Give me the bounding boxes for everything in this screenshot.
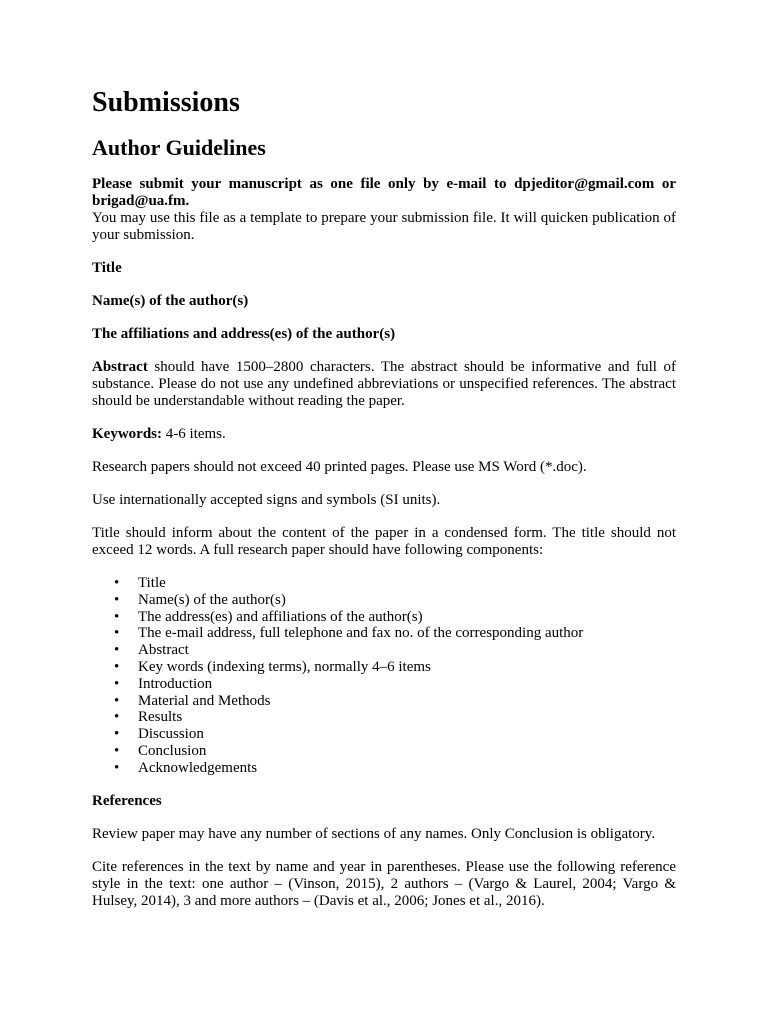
- review-paper-paragraph: Review paper may have any number of sections of any names. Only Conclusion is obligatory.: [92, 825, 656, 842]
- page-title: Submissions: [92, 87, 240, 118]
- list-item: • Name(s) of the author(s): [114, 591, 286, 608]
- heading-title: Title: [92, 260, 122, 276]
- list-item: • Abstract: [114, 642, 189, 659]
- title-info-paragraph: Title should inform about the content of the paper in a condensed form. The title should not exceed 12 words. A full research paper should have following components:: [92, 525, 676, 558]
- list-item: • Title: [114, 575, 166, 591]
- list-item: • Material and Methods: [114, 692, 271, 709]
- section-title-author-guidelines: Author Guidelines: [92, 135, 266, 160]
- list-item: • Acknowledgements: [114, 759, 258, 776]
- bullet-icon: •: [114, 608, 120, 625]
- list-item: • The address(es) and affiliations of the author(s): [114, 608, 423, 625]
- citation-style-paragraph: Cite references in the text by name and year in parentheses. Please use the following reference style in the text: one author – (Vinson, 2015), 2 authors – (Vargo & Laurel, 2004; Vargo & Hulsey, 2014), 3 and more authors – (Davis et al., 2006; Jones et al., 2016).: [92, 858, 676, 909]
- components-list: [92, 575, 676, 777]
- keywords-text: 4-6 items.: [162, 426, 226, 442]
- keywords-label: Keywords:: [92, 426, 162, 442]
- heading-references: References: [92, 792, 162, 809]
- bullet-icon: •: [114, 625, 120, 642]
- keywords-paragraph: [92, 426, 676, 443]
- abstract-text: should have 1500–2800 characters. The abstract should be informative and full of substance. Please do not use any undefined abbreviations or unspecified references. The abstract should be understandable without reading the paper.: [92, 359, 676, 409]
- page-limit-paragraph: Research papers should not exceed 40 printed pages. Please use MS Word (*.doc).: [92, 459, 587, 475]
- template-note: You may use this file as a template to prepare your submission file. It will quicken publication of your submission.: [92, 210, 676, 243]
- bullet-icon: •: [114, 675, 120, 692]
- bullet-icon: •: [114, 759, 120, 776]
- abstract-label: Abstract: [92, 359, 148, 375]
- bullet-icon: •: [114, 709, 120, 726]
- list-item: • Conclusion: [114, 742, 207, 759]
- list-item: • Key words (indexing terms), normally 4–6 items: [114, 658, 431, 675]
- bullet-icon: •: [114, 692, 120, 709]
- bullet-icon: •: [114, 726, 120, 743]
- abstract-paragraph: [92, 359, 676, 410]
- heading-author-names: Name(s) of the author(s): [92, 293, 249, 309]
- bullet-icon: •: [114, 658, 120, 675]
- list-item: • Discussion: [114, 726, 204, 743]
- list-item: • The e-mail address, full telephone and fax no. of the corresponding author: [114, 625, 584, 642]
- list-item: • Results: [114, 709, 183, 726]
- bullet-icon: •: [114, 742, 120, 759]
- bullet-icon: •: [114, 575, 120, 591]
- bullet-icon: •: [114, 591, 120, 608]
- bullet-icon: •: [114, 642, 120, 659]
- heading-affiliations: The affiliations and address(es) of the author(s): [92, 326, 396, 342]
- si-units-paragraph: Use internationally accepted signs and symbols (SI units).: [92, 492, 441, 508]
- list-item: • Introduction: [114, 675, 213, 692]
- submission-instructions: Please submit your manuscript as one file only by e-mail to dpjeditor@gmail.com or brigad@ua.fm.: [92, 176, 676, 209]
